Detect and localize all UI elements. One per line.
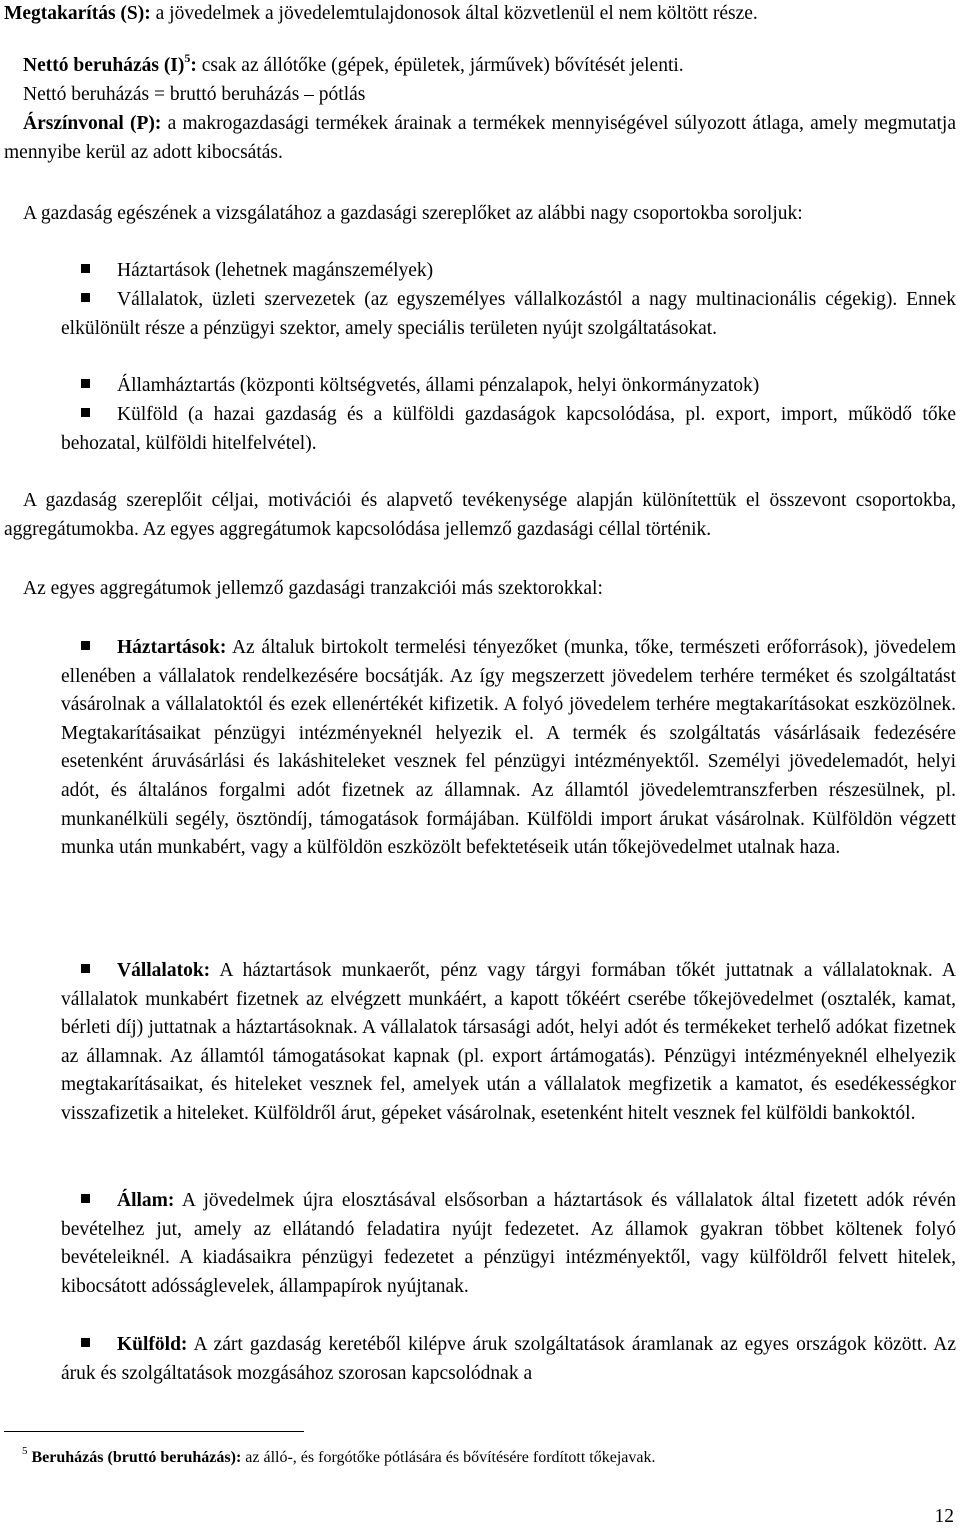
- sector-state: [61, 1187, 956, 1301]
- definition-text: a jövedelmek a jövedelemtulajdonosok által közvetlenül el nem költött része.: [155, 3, 758, 24]
- groups-intro: A gazdaság egészének a vizsgálatához a gazdasági szereplőket az alábbi nagy csoportokba soroljuk:: [23, 203, 803, 224]
- sector-term: Külföld:: [117, 1334, 188, 1355]
- footnote-text: az álló-, és forgótőke pótlására és bővítésére fordított tőkejavak.: [245, 1449, 656, 1466]
- sector-foreign: [61, 1331, 956, 1388]
- footnote-separator: [4, 1431, 304, 1432]
- group-item: Vállalatok, üzleti szervezetek (az egyszemélyes vállalkozástól a nagy multinacionális cégekig). Ennek elkülönült része a pénzügyi szektor, amely speciális területen nyújt szolgáltatásokat.: [61, 289, 956, 339]
- footnote-number: 5: [22, 1445, 28, 1457]
- footnote-reference: 5: [184, 51, 191, 65]
- formula-line: Nettó beruházás = bruttó beruházás – pótlás: [23, 84, 366, 105]
- aggregates-paragraph: A gazdaság szereplőit céljai, motivációi és alapvető tevékenysége alapján különítettük el összevont csoportokba, aggregátumokba. Az egyes aggregátumok kapcsolódása jellemző gazdasági céllal történik.: [4, 490, 956, 540]
- definition-text: a makrogazdasági termékek árainak a termékek mennyiségével súlyozott átlaga, amely megmutatja mennyibe kerül az adott kibocsátás.: [4, 113, 956, 163]
- sector-text: A háztartások munkaerőt, pénz vagy tárgyi formában tőkét juttatnak a vállalatoknak. A vállalatok munkabért fizetnek az elvégzett munkáért, a kapott tőkéért cserébe tőkejövedelmet (osztalék, kamat, bérleti díj) juttatnak a háztartásoknak. A vállalatok társasági adót, helyi adót és termékeket terhelő adókat fizetnek az államnak. Az államtól támogatásokat kapnak (pl. export ártámogatás). Pénzügyi intézményeknél elhelyezik megtakarításaikat, és hiteleket vesznek fel, amelyek után a vállalatok megfizetik a kamatot, és esedékességkor visszafizetik a hiteleket. Külföldről árut, gépeket vásárolnak, esetenként hitelt vesznek fel külföldi bankoktól.: [61, 960, 956, 1124]
- transactions-intro: Az egyes aggregátumok jellemző gazdasági tranzakciói más szektorokkal:: [23, 578, 603, 599]
- footnote: [22, 1445, 952, 1468]
- group-item: Államháztartás (központi költségvetés, állami pénzalapok, helyi önkormányzatok): [117, 375, 760, 396]
- sector-text: A jövedelmek újra elosztásával elsősorban a háztartások és vállalatok által fizetett adók révén bevételhez jut, amely az ellátandó feladatira nyújt fedezetet. Az államok gyakran többet költenek folyó bevételeiknél. A kiadásaikra pénzügyi fedezetet a pénzügyi intézményektől, vagy külföldről felvett hitelek, kibocsátott adósságlevelek, állampapírok nyújtanak.: [61, 1190, 956, 1297]
- definition-term: Nettó beruházás (I): [23, 55, 185, 76]
- definition-net-investment: Nettó beruházás $(I)^5$: csak az állótőke (gépek, épületek, járművek) bővítését jelenti.: [23, 51, 684, 76]
- page-number: 12: [934, 1506, 954, 1527]
- sector-text: Az általuk birtokolt termelési tényezőket (munka, tőke, természeti erőforrások), jövedelem ellenében a vállalatok rendelkezésére bocsátják. Az így megszerzett jövedelem terhére terméket és szolgáltatást vásárolnak a vállalatoktól és ezek ellenértékét kifizetik. A folyó jövedelem terhére megtakarításokat eszközölnek. Megtakarításaikat pénzügyi intézményeknél helyezik el. A termék és szolgáltatás vásárlásaik fedezésére esetenként áruvásárlási és lakáshiteleket vesznek fel pénzügyi intézményektől. Személyi jövedelemadót, helyi adót, és általános forgalmi adót fizetnek az államnak. Az államtól jövedelemtranszferben részesülnek, pl. munkanélküli segély, ösztöndíj, támogatások formájában. Külföldi import árukat vásárolnak. Külföldön végzett munka után munkabért, vagy a külföldön eszközölt befektetéseik után tőkejövedelmet utalnak haza.: [61, 637, 956, 859]
- sector-term: Állam:: [117, 1190, 175, 1211]
- sector-text: A zárt gazdaság keretéből kilépve áruk szolgáltatások áramlanak az egyes országok között. Az áruk és szolgáltatások mozgásához szorosan kapcsolódnak a: [61, 1334, 956, 1384]
- footnote-term: Beruházás (bruttó beruházás):: [31, 1449, 242, 1466]
- definition-term: Megtakarítás (S):: [4, 3, 151, 24]
- sector-companies: [61, 957, 956, 1129]
- sector-term: Háztartások:: [117, 637, 227, 658]
- group-item: Külföld (a hazai gazdaság és a külföldi gazdaságok kapcsolódása, pl. export, import, működő tőke behozatal, külföldi hitelfelvétel).: [61, 404, 956, 454]
- definition-price-level: [4, 110, 956, 167]
- definition-savings: [4, 0, 956, 29]
- sector-term: Vállalatok:: [117, 960, 211, 981]
- definition-term: Árszínvonal (P):: [23, 113, 162, 134]
- definition-text: csak az állótőke (gépek, épületek, járművek) bővítését jelenti.: [201, 55, 684, 76]
- sector-households: [61, 634, 956, 863]
- group-item: Háztartások (lehetnek magánszemélyek): [117, 260, 434, 281]
